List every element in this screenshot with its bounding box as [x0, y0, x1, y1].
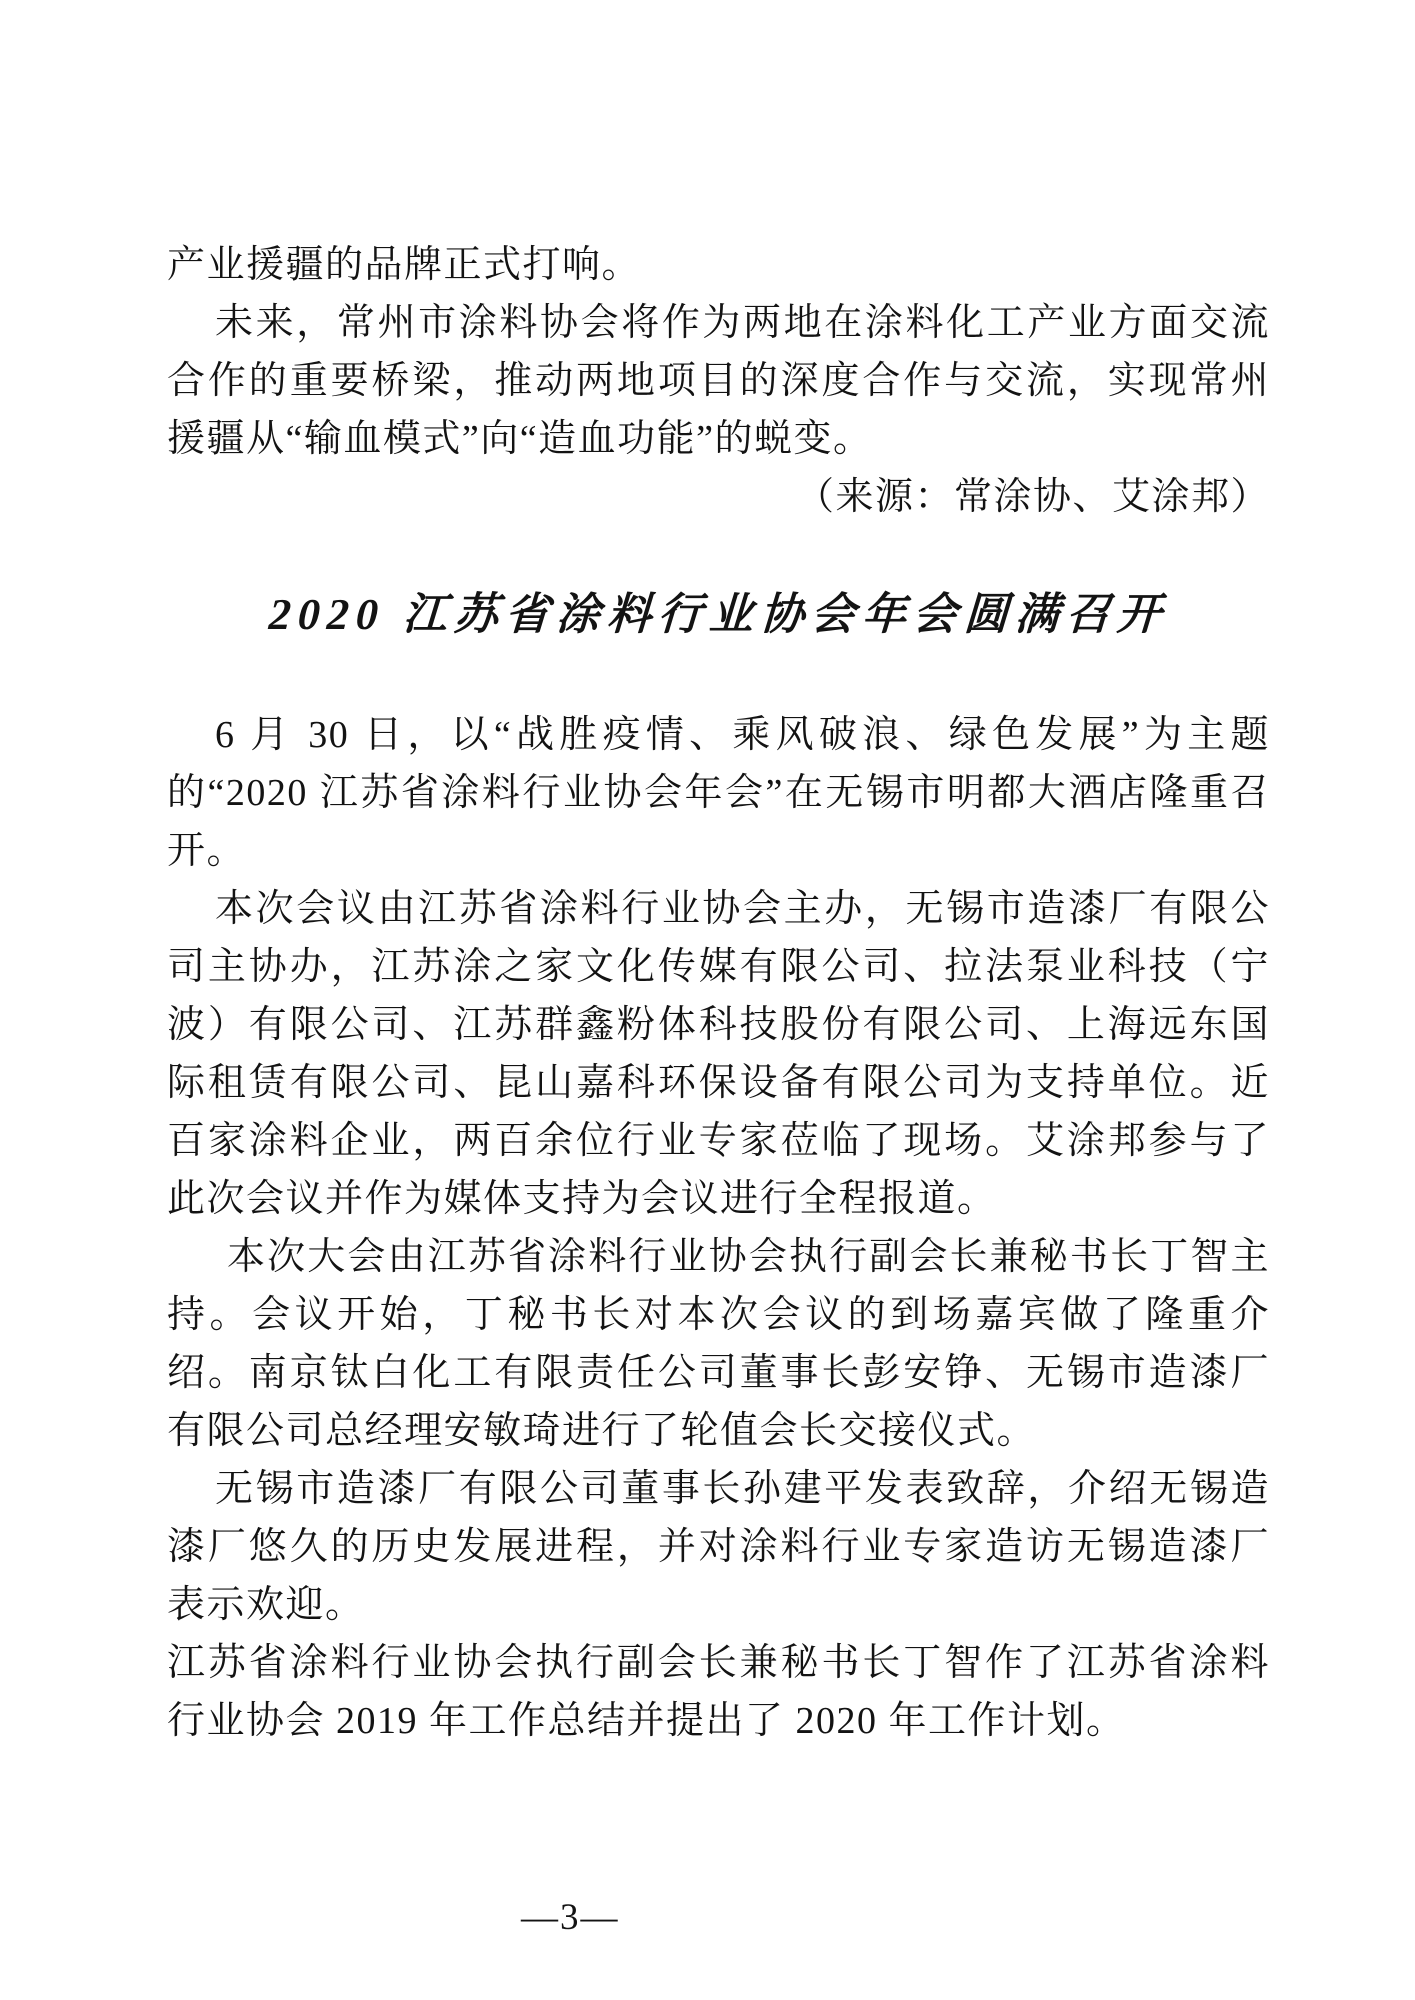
- paragraph-continuation: 产业援疆的品牌正式打响。: [167, 244, 642, 286]
- paragraph-meeting-opening: 6 月 30 日，以“战胜疫情、乘风破浪、绿色发展”为主题的“2020 江苏省涂料行业协会年会”在无锡市明都大酒店隆重召开。: [167, 714, 1270, 872]
- paragraph-host-and-handover: 本次大会由江苏省涂料行业协会执行副会长兼秘书长丁智主持。会议开始，丁秘书长对本次会议的到场嘉宾做了隆重介绍。南京钛白化工有限责任公司董事长彭安铮、无锡市造漆厂有限公司总经理安敏琦进行了轮值会长交接仪式。: [167, 1236, 1270, 1452]
- paragraph-work-summary: 江苏省涂料行业协会执行副会长兼秘书长丁智作了江苏省涂料行业协会 2019 年工作总结并提出了 2020 年工作计划。: [167, 1642, 1270, 1742]
- text-block: [167, 236, 1270, 1750]
- page-number: —3—: [521, 1897, 620, 1938]
- source-attribution: （来源：常涂协、艾涂邦）: [795, 476, 1270, 518]
- paragraph-future-cooperation: 未来，常州市涂料协会将作为两地在涂料化工产业方面交流合作的重要桥梁，推动两地项目的深度合作与交流，实现常州援疆从“输血模式”向“造血功能”的蜕变。: [167, 302, 1270, 460]
- paragraph-organizers: 本次会议由江苏省涂料行业协会主办，无锡市造漆厂有限公司主协办，江苏涂之家文化传媒有限公司、拉法泵业科技（宁波）有限公司、江苏群鑫粉体科技股份有限公司、上海远东国际租赁有限公司、昆山嘉科环保设备有限公司为支持单位。近百家涂料企业，两百余位行业专家莅临了现场。艾涂邦参与了此次会议并作为媒体支持为会议进行全程报道。: [167, 888, 1270, 1220]
- article-title: 2020 江苏省涂料行业协会年会圆满召开: [267, 590, 1170, 639]
- paragraph-chairman-speech: 无锡市造漆厂有限公司董事长孙建平发表致辞，介绍无锡造漆厂悠久的历史发展进程，并对涂料行业专家造访无锡造漆厂表示欢迎。: [167, 1468, 1270, 1626]
